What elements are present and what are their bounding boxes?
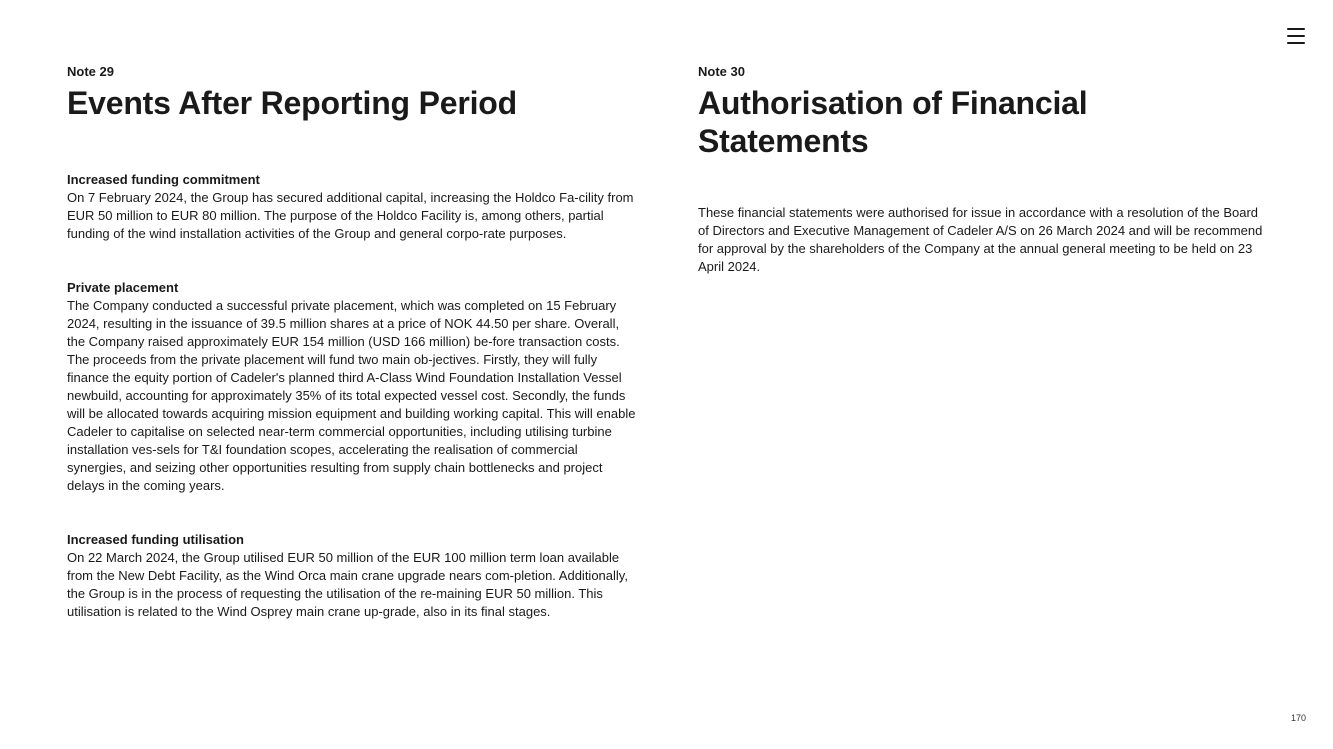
section-body: These financial statements were authorised for issue in accordance with a resolution of the Board of Directors and Executive Management of Cadeler A/S on 26 March 2024 and will be recommend for approval by the shareholders of the Company at the annual general meeting to be held on 23 April 2024.	[698, 205, 1263, 274]
section-increased-funding-utilisation	[67, 531, 637, 621]
note-30-column	[698, 64, 1263, 276]
page-title: Authorisation of Financial Statements	[698, 85, 1088, 159]
hamburger-menu-icon[interactable]	[1285, 27, 1307, 45]
section-heading: Increased funding utilisation	[67, 532, 244, 547]
section-body: On 7 February 2024, the Group has secured additional capital, increasing the Holdco Fa-cility from EUR 50 million to EUR 80 million. The purpose of the Holdco Facility is, among others, partial funding of the wind installation activities of the Group and general corpo-rate purposes.	[67, 190, 634, 241]
note-label: Note 29	[67, 64, 114, 79]
page-number: 170	[1291, 713, 1307, 723]
section-heading: Private placement	[67, 280, 179, 295]
section-increased-funding-commitment	[67, 171, 637, 243]
page-title: Events After Reporting Period	[67, 85, 517, 121]
section-body: On 22 March 2024, the Group utilised EUR 50 million of the EUR 100 million term loan available from the New Debt Facility, as the Wind Orca main crane upgrade nears com-pletion. Additionally, the Group is in the process of requesting the utilisation of the re-maining EUR 50 million. This utilisation is related to the Wind Osprey main crane up-grade, also in its final stages.	[67, 550, 628, 619]
section-private-placement	[67, 279, 637, 495]
note-label: Note 30	[698, 64, 745, 79]
section-heading: Increased funding commitment	[67, 172, 260, 187]
section-body: The Company conducted a successful private placement, which was completed on 15 February 2024, resulting in the issuance of 39.5 million shares at a price of NOK 44.50 per share. Overall, the Company raised approximately EUR 154 million (USD 166 million) be-fore transaction costs. The proceeds from the private placement will fund two main ob-jectives. Firstly, they will fully finance the equity portion of Cadeler's planned third A-Class Wind Foundation Installation Vessel newbuild, accounting for approximately 35% of its total expected vessel cost. Secondly, the funds will be allocated towards acquiring mission equipment and building working capital. This will enable Cadeler to capitalise on selected near-term commercial opportunities, including utilising turbine installation ves-sels for T&I foundation scopes, accelerating the realisation of commercial synergies, and seizing other opportunities resulting from supply chain bottlenecks and project delays in the coming years.	[67, 298, 636, 493]
note-29-column	[67, 64, 637, 621]
